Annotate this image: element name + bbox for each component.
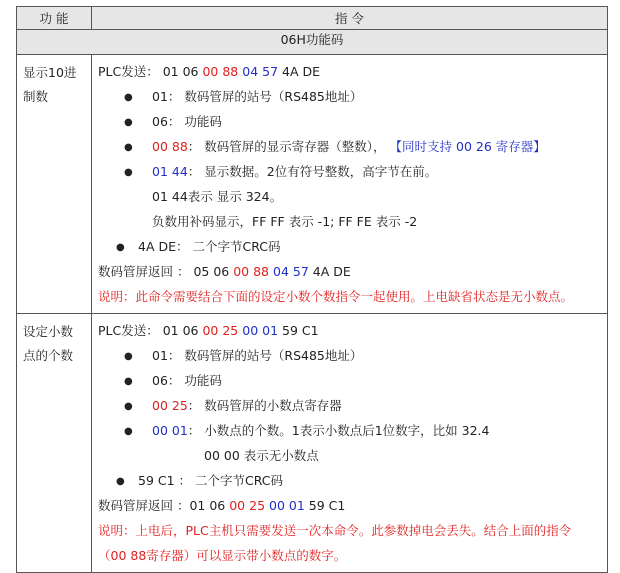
note-line: （00 88寄存器）可以显示带小数点的数字。 — [98, 548, 347, 563]
table-row — [17, 55, 608, 314]
table-row — [17, 314, 608, 573]
data-example: 01 44表示 显示 324。 — [152, 189, 283, 204]
instruction-table — [16, 6, 608, 573]
reply-line: 数码管屏返回 ： 05 06 00 88 04 57 4A DE — [98, 264, 351, 279]
section-row — [17, 30, 608, 55]
plc-send-line: PLC发送： 01 06 00 88 04 57 4A DE — [98, 64, 321, 79]
function-label: 制数 — [23, 89, 49, 104]
header-function: 功 能 — [17, 7, 92, 30]
function-cell — [17, 55, 92, 314]
plc-send-line: PLC发送： 01 06 00 25 00 01 59 C1 — [98, 323, 319, 338]
bullet-crc: ● 59 C1 ： 二个字节CRC码 — [98, 468, 607, 493]
bullet-function-code: ● 06： 功能码 — [98, 368, 607, 393]
data-example: 00 00 表示无小数点 — [204, 448, 319, 463]
function-label: 设定小数 — [23, 324, 74, 339]
instruction-cell — [92, 314, 608, 573]
reply-line: 数码管屏返回 ：01 06 00 25 00 01 59 C1 — [98, 498, 346, 513]
header-instruction: 指 令 — [92, 7, 608, 30]
instruction-cell — [92, 55, 608, 314]
bullet-crc: ● 4A DE： 二个字节CRC码 — [98, 234, 607, 259]
function-label: 点的个数 — [23, 348, 74, 363]
function-label: 显示10进 — [23, 65, 77, 80]
data-negative: 负数用补码显示，FF FF 表示 -1; FF FE 表示 -2 — [152, 214, 418, 229]
bullet-register: ● 00 25： 数码管屏的小数点寄存器 — [98, 393, 607, 418]
bullet-register: ● 00 88： 数码管屏的显示寄存器（整数）， 【同时支持 00 26 寄存器】 — [98, 134, 607, 159]
bullet-data: ● 01 44： 显示数据。2位有符号整数，高字节在前。 — [98, 159, 607, 184]
note-line: 说明：此命令需要结合下面的设定小数个数指令一起使用。上电缺省状态是无小数点。 — [98, 289, 574, 304]
bullet-function-code: ● 06： 功能码 — [98, 109, 607, 134]
function-cell — [17, 314, 92, 573]
note-line: 说明：上电后，PLC主机只需要发送一次本命令。此参数掉电会丢失。结合上面的指令 — [98, 523, 572, 538]
table-header-row — [17, 7, 608, 30]
bullet-data: ● 00 01： 小数点的个数。1表示小数点后1位数字，比如 32.4 — [98, 418, 607, 443]
bullet-station: ● 01： 数码管屏的站号（RS485地址） — [98, 343, 607, 368]
section-title: 06H功能码 — [17, 30, 608, 55]
bullet-station: ● 01： 数码管屏的站号（RS485地址） — [98, 84, 607, 109]
